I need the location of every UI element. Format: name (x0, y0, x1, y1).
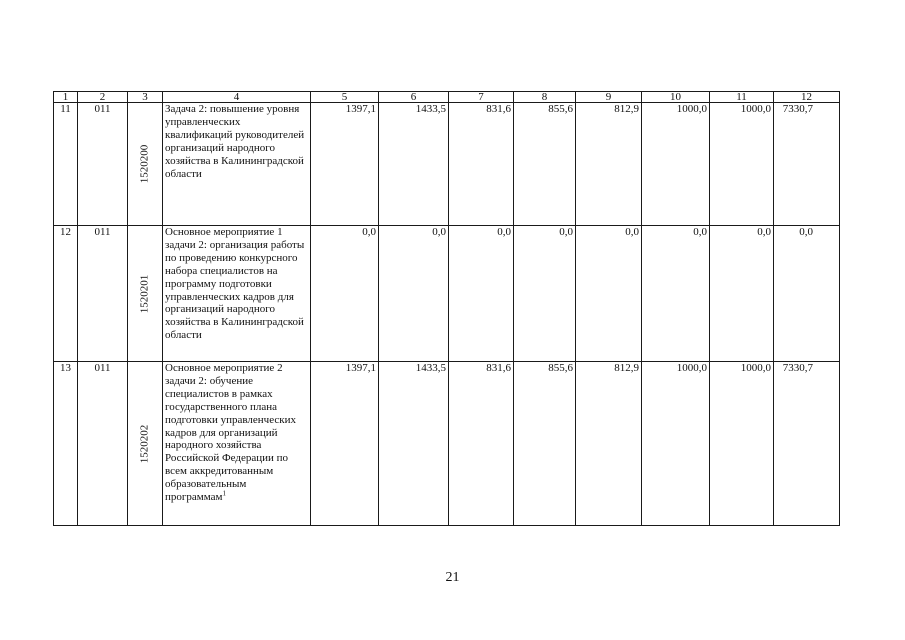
header-cell: 7 (449, 92, 514, 103)
page-number: 21 (445, 570, 460, 585)
value-cell: 0,0 (449, 226, 514, 362)
value-cell: 1433,5 (379, 362, 449, 526)
value-cell: 1000,0 (642, 103, 710, 226)
row-number: 13 (54, 362, 78, 526)
target-article-code: 1520202 (138, 424, 151, 463)
ministry-code: 011 (78, 362, 128, 526)
header-cell: 2 (78, 92, 128, 103)
row-number: 12 (54, 226, 78, 362)
value-cell: 1397,1 (311, 103, 379, 226)
description: Задача 2: повышение уровня управленческих квалификаций руководителей организаций народного хозяйства в Калининградской области (163, 103, 311, 226)
value-cell: 831,6 (449, 103, 514, 226)
value-cell: 0,0 (642, 226, 710, 362)
target-article-code: 1520201 (138, 274, 151, 313)
header-cell: 6 (379, 92, 449, 103)
header-cell: 10 (642, 92, 710, 103)
value-cell: 855,6 (514, 362, 576, 526)
header-cell: 1 (54, 92, 78, 103)
header-cell: 3 (128, 92, 163, 103)
header-row (54, 92, 840, 103)
ministry-code: 011 (78, 226, 128, 362)
table-row (54, 226, 840, 362)
header-cell: 8 (514, 92, 576, 103)
value-cell: 1397,1 (311, 362, 379, 526)
total-cell: 7330,7 (774, 103, 840, 226)
header-cell: 11 (710, 92, 774, 103)
header-cell: 12 (774, 92, 840, 103)
value-cell: 1000,0 (710, 362, 774, 526)
table-row (54, 103, 840, 226)
value-cell: 0,0 (379, 226, 449, 362)
total-cell: 0,0 (774, 226, 840, 362)
value-cell: 855,6 (514, 103, 576, 226)
ministry-code: 011 (78, 103, 128, 226)
value-cell: 1433,5 (379, 103, 449, 226)
target-article-cell (128, 103, 163, 226)
footnote-mark: 1 (222, 489, 226, 498)
header-cell: 9 (576, 92, 642, 103)
value-cell: 1000,0 (642, 362, 710, 526)
value-cell: 0,0 (514, 226, 576, 362)
target-article-code: 1520200 (138, 144, 151, 184)
budget-table (53, 91, 840, 526)
value-cell: 831,6 (449, 362, 514, 526)
value-cell: 812,9 (576, 362, 642, 526)
table-row (54, 362, 840, 526)
value-cell: 1000,0 (710, 103, 774, 226)
value-cell: 0,0 (710, 226, 774, 362)
header-cell: 4 (163, 92, 311, 103)
description-text: Основное мероприятие 2 задачи 2: обучение специалистов в рамках государственного плана подготовки управленческих кадров для организаций народного хозяйства Российской Федерации по всем аккредитованным образовательным программам (165, 362, 296, 504)
description: Основное мероприятие 1 задачи 2: организация работы по проведению конкурсного набора специалистов на программу подготовки управленческих кадров для организаций народного хозяйства в Калининградской области (163, 226, 311, 362)
value-cell: 0,0 (576, 226, 642, 362)
description (163, 362, 311, 526)
row-number: 11 (54, 103, 78, 226)
target-article-cell (128, 226, 163, 362)
value-cell: 0,0 (311, 226, 379, 362)
total-cell: 7330,7 (774, 362, 840, 526)
value-cell: 812,9 (576, 103, 642, 226)
target-article-cell (128, 362, 163, 526)
header-cell: 5 (311, 92, 379, 103)
